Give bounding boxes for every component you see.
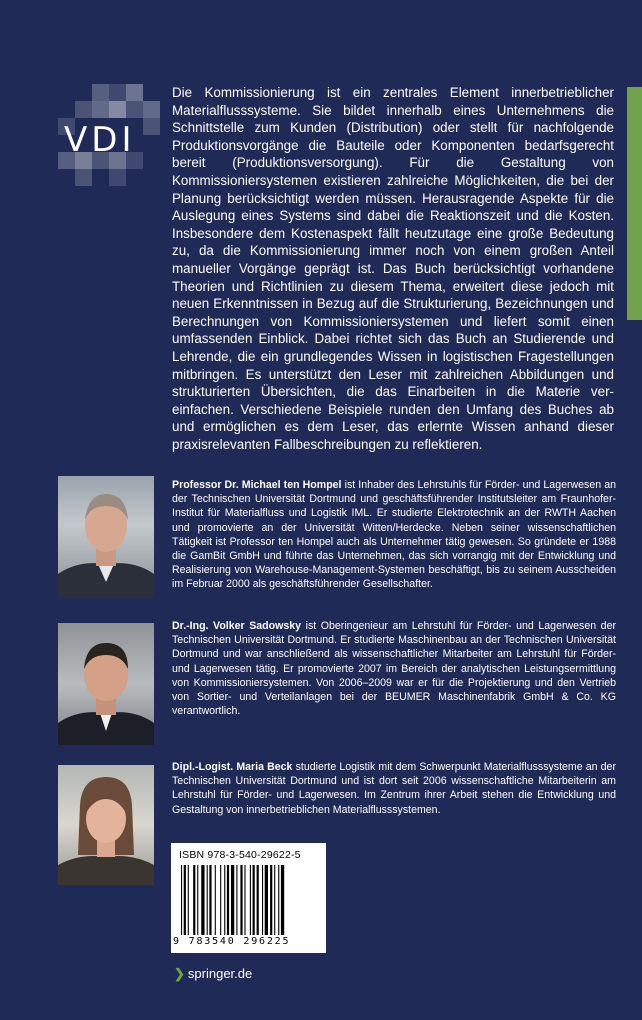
chevron-right-icon: ❯ <box>174 966 185 981</box>
barcode-digits: 9 783540 296225 <box>173 936 291 947</box>
publisher-url: springer.de <box>187 966 253 981</box>
author-bio-text: ist Inhaber des Lehrstuhls für Förder- und Lagerwesen an der Technischen Universität Dortmund und geschäftsführender Institutsleiter am Fraunhofer-Institut für Materialfluss und Logistik IML. Er studierte Elektrotechnik an der RWTH Aachen und promovierte an der Universität Witten/Herdecke. Neben seiner wissenschaftlichen Tätigkeit ist Professor ten Hompel auch als Unternehmer tätig gewesen. So gründete er 1988 die GamBit GmbH und führte das Unternehmen, das sich vorrangig mit der Entwicklung und Realisierung von Warehouse-Management-Systemen beschäftigt, bis zu seinem Ausscheiden im Februar 2000 als geschäftsführender Gesellschafter. <box>172 479 616 591</box>
publisher-link[interactable] <box>174 966 252 982</box>
barcode-bar <box>193 865 195 935</box>
isbn-barcode <box>171 843 326 953</box>
intro-paragraph: Die Kommissionierung ist ein zentrales Element innerbetrieblicher Materialflusssysteme. Sie bildet innerhalb eines Unternehmens die Schnittstelle zum Kunden (Distribution) oder stellt für nachfolgende Produktionsvorgänge die Bauteile oder Komponenten bedarfsgerecht bereit (Produktionsversorgung). Für die Gestaltung von Kommissioniersystemen existieren zahlreiche Möglichkeiten, die bei der Planung berücksichtigt werden müssen. Herausragende Aspekte für die Auslegung eines Systems sind dabei die Reaktionszeit und die Kosten. Insbesondere dem Kostenaspekt fällt heutzutage eine große Bedeutung zu, da die Kommissionierung immer noch von einem großen Anteil manueller Vorgänge geprägt ist. Das Buch berücksichtigt vorhandene Theorien und Richtlinien zu diesem Thema, erweitert diese jedoch mit neuen Erkenntnissen in Bezug auf die Strukturierung, Bezeichnungen und Berechnungen von Kommissioniersystemen und liefert somit einen umfassenden Einblick. Dabei richtet sich das Buch an Studierende und Lehrende, die ein grundlegendes Wissen in logistischen Fragestellungen mitbringen. Es unterstützt den Leser mit zahlreichen Abbildungen und strukturierten Übersichten, die das Einarbeiten in die Materie vereinfachen. Verschiedene Beispiele runden den Umfang des Buches ab und ermöglichen es dem Leser, das erlernte Wissen anhand dieser praxisrelevanten Fallbeschreibungen zu reflektieren. <box>172 85 614 452</box>
barcode-bar <box>281 865 284 935</box>
barcode-bar <box>240 865 242 935</box>
barcode-bar <box>270 865 272 935</box>
barcode-bar <box>236 865 237 935</box>
author-name: Dr.-Ing. Volker Sadowsky <box>172 620 302 632</box>
barcode-bar <box>262 865 263 935</box>
barcode-bar <box>197 865 198 935</box>
barcode-bars <box>181 865 315 935</box>
vdi-logo <box>58 84 162 188</box>
barcode-bar <box>220 865 221 935</box>
vdi-logo-text: VDI <box>64 120 136 160</box>
author-bio-text: studierte Logistik mit dem Schwerpunkt Materialflusssysteme an der Technischen Universität Dortmund und ist dort seit 2006 wissenschaftliche Mitarbeiterin am Lehrstuhl für Förder- und Lagerwesen. Im Zentrum ihrer Arbeit stehen die Entwicklung und Gestaltung von innerbetrieblichen Materialflusssystemen. <box>172 761 616 816</box>
barcode-bar <box>253 865 255 935</box>
accent-strip <box>627 87 642 320</box>
barcode-bar <box>244 865 245 935</box>
author-name: Professor Dr. Michael ten Hompel <box>172 479 342 491</box>
barcode-bar <box>215 865 216 935</box>
barcode-bar <box>188 865 189 935</box>
barcode-bar <box>209 865 211 935</box>
barcode-bar <box>227 865 229 935</box>
barcode-bar <box>224 865 225 935</box>
author-photo-sadowsky <box>58 623 154 745</box>
barcode-bar <box>181 865 182 935</box>
barcode-bar <box>265 865 268 935</box>
barcode-bar <box>257 865 259 935</box>
author-bio-ten-hompel <box>172 478 616 592</box>
isbn-label: ISBN 978-3-540-29622-5 <box>179 849 301 861</box>
barcode-bar <box>278 865 279 935</box>
barcode-bar <box>207 865 208 935</box>
barcode-bar <box>184 865 186 935</box>
author-photo-ten-hompel <box>58 476 154 598</box>
barcode-bar <box>201 865 204 935</box>
author-bio-text: ist Oberingenieur am Lehrstuhl für Förder- und Lagerwesen der Technischen Universität Dortmund. Er studierte Maschinenbau an der Technischen Universität Dortmund und war anschließend als wissenschaftlicher Mitarbeiter am Lehrstuhl für Förder- und Lagerwesen tätig. Er promovierte 2007 im Bereich der analytischen Leistungsermittlung von Kommissioniersystemen. Von 2006–2009 war er für die Projektierung und den Vertrieb von Sortier- und Verteilanlagen bei der BEUMER Maschinenfabrik GmbH & Co. KG verantwortlich. <box>172 620 616 718</box>
barcode-bar <box>250 865 251 935</box>
author-name: Dipl.-Logist. Maria Beck <box>172 761 293 773</box>
barcode-bar <box>231 865 234 935</box>
author-bio-sadowsky <box>172 619 616 718</box>
author-bio-beck <box>172 760 616 817</box>
barcode-bar <box>274 865 275 935</box>
author-photo-beck <box>58 765 154 885</box>
